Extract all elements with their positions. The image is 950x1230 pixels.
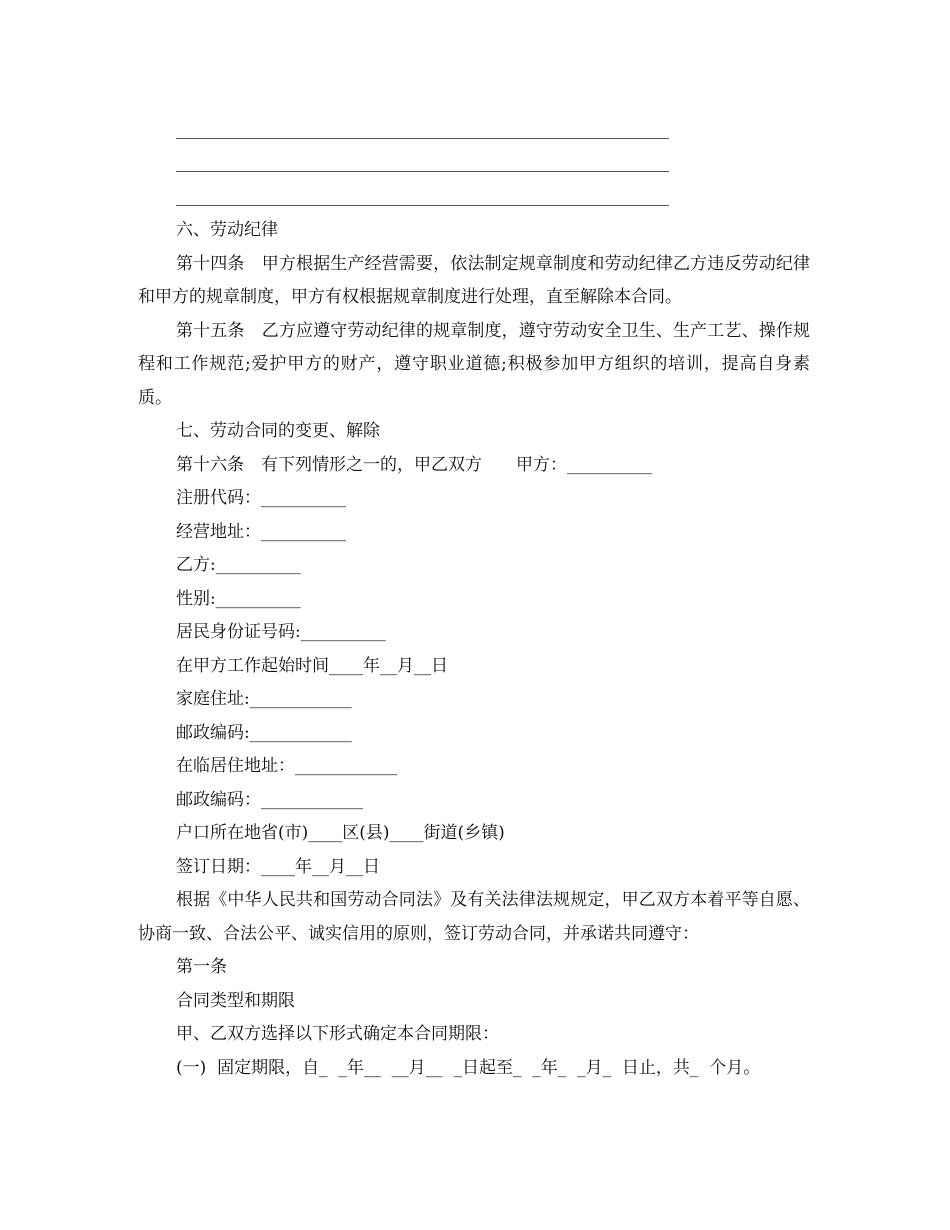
form-field-id-number: 居民身份证号码:__________ <box>176 622 386 642</box>
section-heading: 六、劳动纪律 <box>176 220 278 240</box>
form-field-household-registration: 户口所在地省(市)____区(县)____街道(乡镇) <box>176 823 505 843</box>
blank-fill-line <box>176 205 669 206</box>
form-field-start-date: 在甲方工作起始时间____年__月__日 <box>176 655 448 676</box>
article-paragraph: (一) 固定期限，自_ _年__ __月__ _日起至_ _年_ _月_ 日止，共_ 个月。 <box>176 1057 761 1078</box>
form-field-signing-date: 签订日期：____年__月__日 <box>176 856 380 877</box>
article-paragraph: 第十六条 有下列情形之一的，甲乙双方 甲方：__________ <box>176 454 652 475</box>
form-field-postal-code: 邮政编码：____________ <box>176 789 363 810</box>
article-paragraph: 第十五条 乙方应遵守劳动纪律的规章制度，遵守劳动安全卫生、生产工艺、操作规程和工作规范;爱护甲方的财产，遵守职业道德;积极参加甲方组织的培训，提高自身素质。 <box>138 320 810 408</box>
form-field-temporary-address: 在临居住地址：____________ <box>176 756 397 776</box>
section-heading: 合同类型和期限 <box>176 990 295 1011</box>
form-field-registration-code: 注册代码：__________ <box>176 488 346 508</box>
article-paragraph: 甲、乙双方选择以下形式确定本合同期限： <box>176 1024 499 1044</box>
form-field-postal-code: 邮政编码:____________ <box>176 722 352 743</box>
form-field-party-b: 乙方:__________ <box>176 555 301 575</box>
form-field-home-address: 家庭住址:____________ <box>176 689 352 709</box>
preamble-paragraph: 根据《中华人民共和国劳动合同法》及有关法律法规规定，甲乙双方本着平等自愿、协商一致、合法公平、诚实信用的原则，签订劳动合同，并承诺共同遵守： <box>138 890 810 944</box>
section-heading: 七、劳动合同的变更、解除 <box>176 421 380 441</box>
form-field-gender: 性别:__________ <box>176 588 301 609</box>
form-field-business-address: 经营地址：__________ <box>176 521 346 542</box>
article-heading: 第一条 <box>176 957 227 977</box>
article-paragraph: 第十四条 甲方根据生产经营需要，依法制定规章制度和劳动纪律乙方违反劳动纪律和甲方的规章制度，甲方有权根据规章制度进行处理，直至解除本合同。 <box>138 253 810 307</box>
blank-fill-line <box>176 171 669 172</box>
contract-body <box>138 214 810 1085</box>
blank-fill-line <box>176 138 669 139</box>
